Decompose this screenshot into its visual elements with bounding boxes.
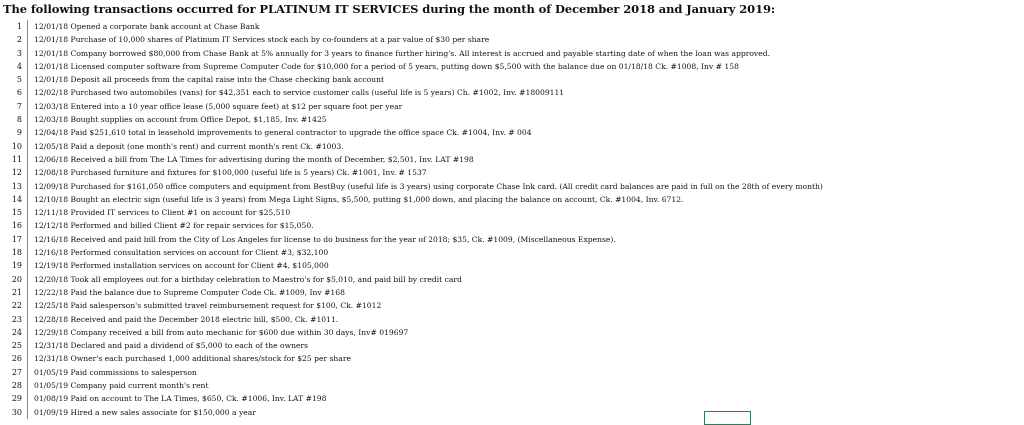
row-divider	[27, 246, 28, 259]
transaction-text: 12/16/18 Received and paid bill from the City of Los Angeles for license to do business for the year of 2018; $35, Ck. #1009, (Miscellaneous Expense).	[34, 234, 616, 244]
transaction-text: 12/02/18 Purchased two automobiles (vans) for $42,351 each to service customer calls (useful life is 5 years) Ch. #1002, Inv. #18009111	[34, 88, 565, 98]
row-divider	[27, 33, 28, 46]
transaction-text: 12/12/18 Performed and billed Client #2 for repair services for $15,050.	[34, 221, 314, 231]
transaction-text: 12/19/18 Performed installation services on account for Client #4, $105,000	[34, 261, 329, 271]
row-number: 15	[11, 208, 22, 218]
row-divider	[27, 406, 28, 419]
transaction-text: 12/08/18 Purchased furniture and fixtures for $100,000 (useful life is 5 years) Ck. #1001, Inv. # 1537	[34, 168, 427, 178]
transaction-text: 12/09/18 Purchased for $161,050 office computers and equipment from BestBuy (useful life is 3 years) using corporate Chase Ink card. (All credit card balances are paid in full on the 28th of every month)	[34, 181, 823, 191]
transaction-text: 12/06/18 Received a bill from The LA Times for advertising during the month of December, $2,501, Inv. LAT #198	[34, 154, 474, 164]
transaction-text: 12/05/18 Paid a deposit (one month's rent) and current month's rent Ck. #1003.	[34, 141, 344, 151]
transaction-text: 12/04/18 Paid $251,610 total in leasehold improvements to general contractor to upgrade the office space Ck. #1004, Inv. # 004	[34, 128, 532, 138]
row-number: 13	[11, 181, 22, 191]
transaction-row	[0, 206, 1024, 219]
row-divider	[27, 299, 28, 312]
row-divider	[27, 379, 28, 392]
row-divider	[27, 140, 28, 153]
transaction-row	[0, 126, 1024, 139]
transaction-row	[0, 47, 1024, 60]
row-number: 14	[11, 194, 22, 204]
row-number: 25	[11, 341, 22, 351]
transaction-row	[0, 73, 1024, 86]
transaction-text: 12/01/18 Licensed computer software from Supreme Computer Code for $10,000 for a period of 5 years, putting down $5,500 with the balance due on 01/18/18 Ck. #1008, Inv # 158	[34, 61, 739, 71]
transaction-row	[0, 60, 1024, 73]
row-number: 10	[11, 141, 22, 151]
transaction-row	[0, 86, 1024, 99]
transaction-row	[0, 100, 1024, 113]
row-number: 24	[11, 327, 22, 337]
transaction-text: 12/01/18 Opened a corporate bank account at Chase Bank	[34, 22, 260, 31]
transaction-row	[0, 326, 1024, 339]
transaction-text: 12/01/18 Purchase of 10,000 shares of Platinum IT Services stock each by co-founders at a par value of $30 per share	[34, 35, 490, 45]
transaction-text: 01/08/19 Paid on account to The LA Times, $650, Ck. #1006, Inv. LAT #198	[34, 394, 327, 404]
transaction-row	[0, 113, 1024, 126]
transaction-text: 12/16/18 Performed consultation services on account for Client #3, $32,100	[34, 248, 329, 258]
row-divider	[27, 73, 28, 86]
row-number: 21	[11, 287, 22, 297]
row-divider	[27, 259, 28, 272]
row-number: 6	[16, 88, 22, 98]
row-divider	[27, 326, 28, 339]
row-number: 5	[16, 75, 22, 85]
row-number: 29	[11, 394, 22, 404]
transaction-text: 12/31/18 Owner's each purchased 1,000 additional shares/stock for $25 per share	[34, 354, 351, 364]
transaction-row	[0, 366, 1024, 379]
row-divider	[27, 233, 28, 246]
row-number: 22	[11, 301, 22, 311]
row-divider	[27, 60, 28, 73]
row-divider	[27, 47, 28, 60]
transaction-row	[0, 140, 1024, 153]
transaction-row	[0, 166, 1024, 179]
row-number: 23	[11, 314, 22, 324]
transaction-text: 12/20/18 Took all employees out for a birthday celebration to Maestro's for $5,010, and paid bill by credit card	[34, 274, 462, 284]
row-divider	[27, 166, 28, 179]
row-number: 19	[11, 261, 22, 271]
row-divider	[27, 273, 28, 286]
row-number: 30	[11, 407, 22, 417]
transaction-row	[0, 219, 1024, 232]
transaction-text: 12/01/18 Company borrowed $80,000 from Chase Bank at 5% annually for 3 years to finance further hiring's. All interest is accrued and payable starting date of when the loan was approved.	[34, 48, 770, 58]
row-number: 11	[11, 154, 22, 164]
transaction-text: 12/10/18 Bought an electric sign (useful life is 3 years) from Mega Light Signs, $5,500, putting $1,000 down, and placing the balance on account, Ck. #1004, Inv. 6712.	[34, 194, 684, 204]
row-number: 27	[11, 367, 22, 377]
row-number: 17	[11, 234, 22, 244]
transaction-row	[0, 406, 1024, 419]
transaction-list	[0, 20, 1024, 419]
row-number: 16	[11, 221, 22, 231]
transaction-row	[0, 246, 1024, 259]
transaction-row	[0, 193, 1024, 206]
transaction-text: 01/05/19 Paid commissions to salesperson	[34, 367, 197, 377]
transaction-row	[0, 339, 1024, 352]
transaction-row	[0, 20, 1024, 33]
transaction-row	[0, 259, 1024, 272]
row-divider	[27, 366, 28, 379]
transaction-row	[0, 379, 1024, 392]
transaction-row	[0, 233, 1024, 246]
row-divider	[27, 20, 28, 33]
row-number: 20	[11, 274, 22, 284]
transaction-row	[0, 33, 1024, 46]
transaction-text: 12/22/18 Paid the balance due to Supreme Computer Code Ck. #1009, Inv #168	[34, 287, 345, 297]
transaction-text: 12/31/18 Declared and paid a dividend of $5,000 to each of the owners	[34, 341, 308, 351]
row-divider	[27, 100, 28, 113]
row-divider	[27, 86, 28, 99]
transaction-text: 01/05/19 Company paid current month's rent	[34, 381, 209, 391]
row-divider	[27, 113, 28, 126]
row-divider	[27, 193, 28, 206]
row-number: 12	[11, 168, 22, 178]
row-number: 2	[16, 35, 22, 45]
row-number: 9	[16, 128, 22, 138]
row-number: 26	[11, 354, 22, 364]
transaction-text: 12/01/18 Deposit all proceeds from the capital raise into the Chase checking bank account	[34, 75, 385, 85]
transaction-row	[0, 313, 1024, 326]
transaction-text: 12/03/18 Bought supplies on account from Office Depot, $1,185, Inv. #1425	[34, 115, 327, 125]
row-divider	[27, 206, 28, 219]
transaction-text: 12/03/18 Entered into a 10 year office lease (5,000 square feet) at $12 per square foot per year	[34, 101, 403, 111]
transaction-row	[0, 180, 1024, 193]
row-divider	[27, 153, 28, 166]
row-divider	[27, 286, 28, 299]
row-divider	[27, 352, 28, 365]
row-divider	[27, 219, 28, 232]
row-number: 28	[11, 381, 22, 391]
row-number: 7	[16, 101, 22, 111]
row-divider	[27, 339, 28, 352]
row-divider	[27, 126, 28, 139]
transaction-row	[0, 352, 1024, 365]
transaction-row	[0, 286, 1024, 299]
answer-input[interactable]	[704, 411, 751, 425]
transaction-text: 12/29/18 Company received a bill from auto mechanic for $600 due within 30 days, Inv# 019697	[34, 327, 409, 337]
row-number: 4	[16, 61, 22, 71]
row-number: 3	[16, 48, 22, 58]
transaction-text: 12/28/18 Received and paid the December 2018 electric bill, $500, Ck. #1011.	[34, 314, 339, 324]
transaction-row	[0, 273, 1024, 286]
row-number: 1	[16, 22, 22, 31]
row-divider	[27, 180, 28, 193]
row-divider	[27, 392, 28, 405]
transaction-row	[0, 392, 1024, 405]
transaction-row	[0, 153, 1024, 166]
row-divider	[27, 313, 28, 326]
row-number: 18	[11, 248, 22, 258]
row-number: 8	[16, 115, 22, 125]
transaction-text: 12/25/18 Paid salesperson's submitted travel reimbursement request for $100, Ck. #1012	[34, 301, 382, 311]
page-title: The following transactions occurred for PLATINUM IT SERVICES during the month of December 2018 and January 2019:	[3, 2, 776, 16]
transaction-row	[0, 299, 1024, 312]
transaction-text: 12/11/18 Provided IT services to Client #1 on account for $25,510	[34, 208, 291, 218]
transaction-text: 01/09/19 Hired a new sales associate for $150,000 a year	[34, 407, 256, 417]
